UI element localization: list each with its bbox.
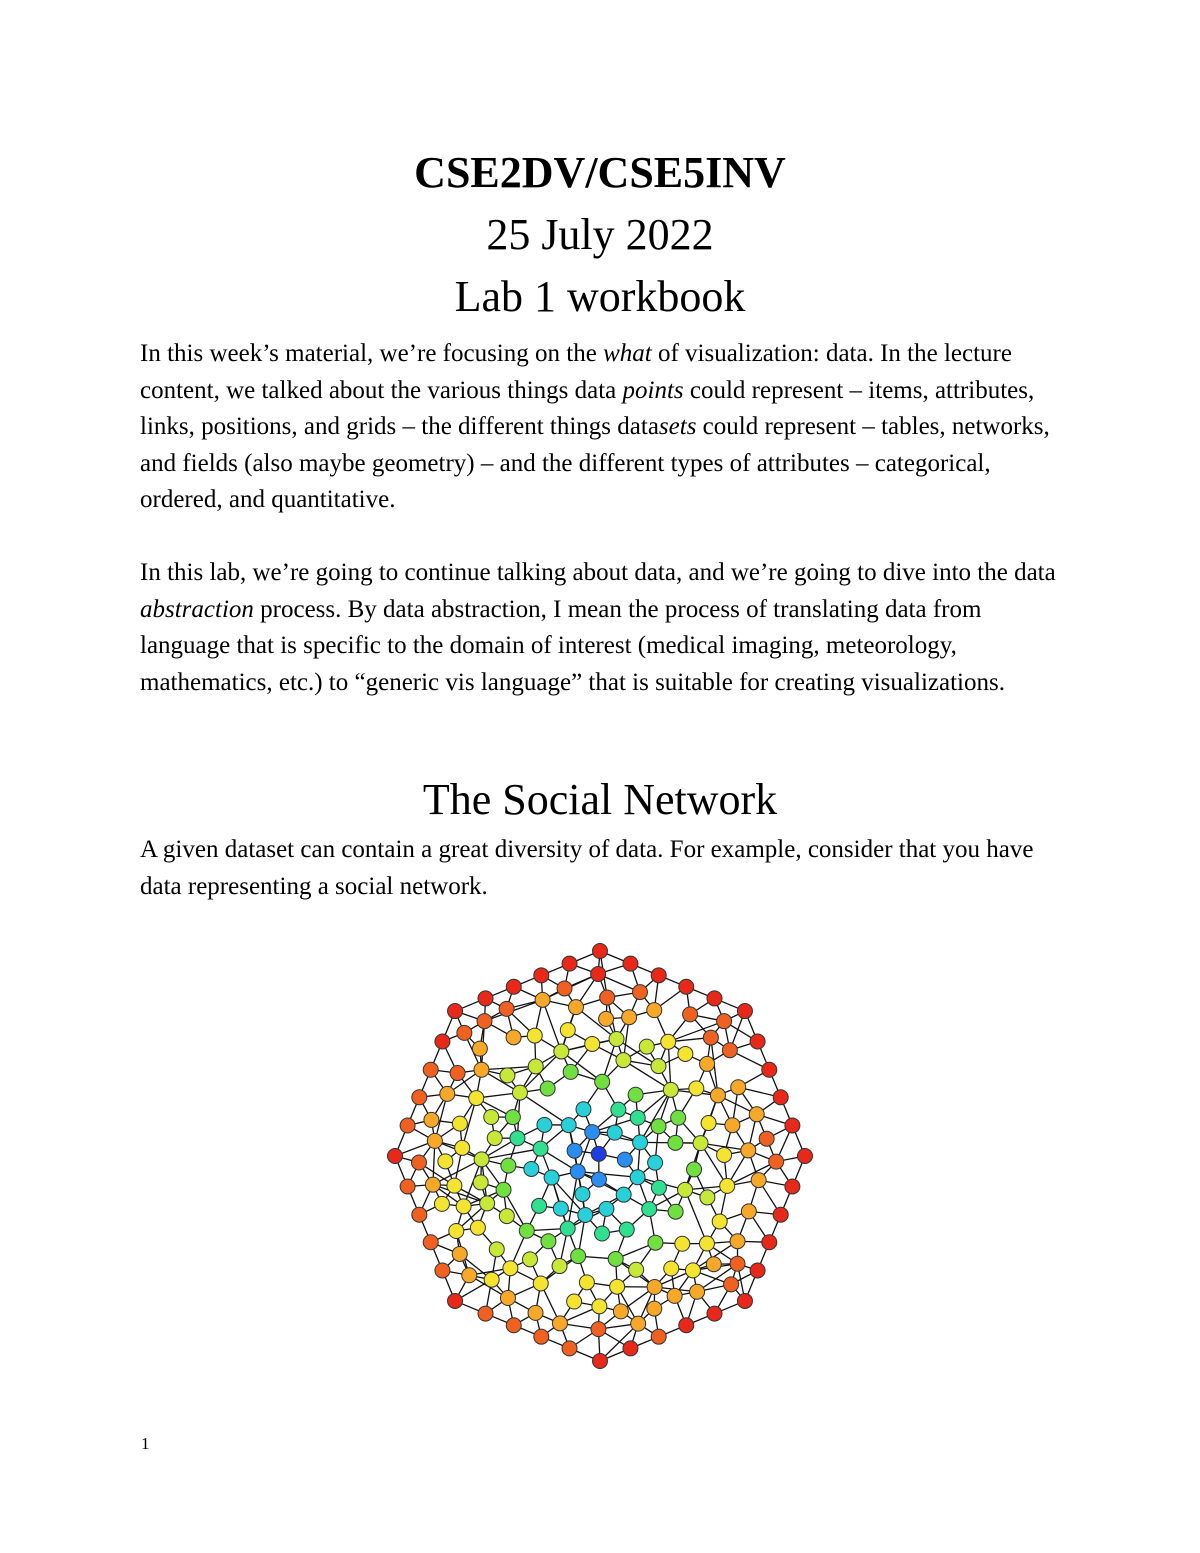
graph-node <box>500 1291 515 1306</box>
graph-node <box>661 1034 676 1049</box>
graph-node <box>579 1275 594 1290</box>
graph-node <box>693 1136 708 1151</box>
graph-node <box>519 1223 534 1238</box>
graph-node <box>592 1299 607 1314</box>
graph-node <box>554 1044 569 1059</box>
graph-edge <box>543 1000 562 1052</box>
graph-node <box>412 1207 427 1222</box>
text-run: of visualization: data. In the lecture content, we talked about the various things data <box>140 340 1012 404</box>
graph-node <box>452 1116 467 1131</box>
graph-node <box>623 1341 638 1356</box>
graph-node <box>578 1207 593 1222</box>
graph-node <box>712 1214 727 1229</box>
graph-node <box>457 1025 472 1040</box>
graph-node <box>668 1204 683 1219</box>
graph-node <box>613 1304 628 1319</box>
graph-node <box>707 991 722 1006</box>
graph-node <box>567 1143 582 1158</box>
graph-node <box>675 1236 690 1251</box>
graph-node <box>474 1062 489 1077</box>
graph-node <box>717 1147 732 1162</box>
document-date: 25 July 2022 <box>486 210 714 259</box>
graph-node <box>593 944 608 959</box>
graph-node <box>400 1118 415 1133</box>
graph-node <box>717 1014 732 1029</box>
graph-node <box>724 1277 739 1292</box>
graph-node <box>501 1158 516 1173</box>
graph-node <box>667 1288 682 1303</box>
graph-node <box>560 1221 575 1236</box>
graph-node <box>534 1329 549 1344</box>
graph-node <box>647 1003 662 1018</box>
page-number: 1 <box>141 1434 150 1453</box>
graph-node <box>388 1149 403 1164</box>
graph-node <box>552 1259 567 1274</box>
graph-node <box>785 1118 800 1133</box>
graph-node <box>544 1170 559 1185</box>
graph-node <box>610 1279 625 1294</box>
graph-node <box>438 1154 453 1169</box>
graph-node <box>710 1088 725 1103</box>
graph-node <box>599 1201 614 1216</box>
graph-node <box>749 1107 764 1122</box>
graph-node <box>629 1262 644 1277</box>
graph-node <box>648 1155 663 1170</box>
text-run: could represent – items, attributes, links, positions, and grids – the different things data <box>140 376 1035 441</box>
graph-node <box>423 1235 438 1250</box>
graph-node <box>608 1251 623 1266</box>
graph-node <box>630 1110 645 1125</box>
emphasis-abstraction: abstraction <box>140 595 254 623</box>
graph-node <box>648 1235 663 1250</box>
graph-node <box>562 956 577 971</box>
graph-node <box>699 1236 714 1251</box>
graph-node <box>703 1030 718 1045</box>
graph-node <box>595 1074 610 1089</box>
graph-node <box>435 1263 450 1278</box>
graph-node <box>737 1004 752 1019</box>
text-run: process. By data abstraction, I mean the process of translating data from language that is specific to the domain of interest (medical imaging, meteorology, mathematics, etc.) to “generic vis language” that is suitable for creating visualizations. <box>140 595 1005 696</box>
graph-node <box>750 1263 765 1278</box>
intro-paragraph-2 <box>140 555 1070 701</box>
graph-node <box>575 1187 590 1202</box>
emphasis-what: what <box>603 340 652 367</box>
graph-node <box>700 1190 715 1205</box>
graph-node <box>585 1036 600 1051</box>
graph-node <box>773 1090 788 1105</box>
graph-node <box>707 1306 722 1321</box>
graph-node <box>506 1030 521 1045</box>
graph-node <box>412 1090 427 1105</box>
graph-node <box>599 1011 614 1026</box>
graph-node <box>730 1234 745 1249</box>
graph-node <box>731 1080 746 1095</box>
graph-node <box>448 1293 463 1308</box>
graph-node <box>591 1322 606 1337</box>
graph-node <box>561 1118 576 1133</box>
graph-node <box>496 1182 511 1197</box>
graph-node <box>474 1152 489 1167</box>
graph-node <box>769 1154 784 1169</box>
graph-node <box>512 1085 527 1100</box>
graph-node <box>540 1081 555 1096</box>
graph-node <box>730 1256 745 1271</box>
graph-node <box>500 1068 515 1083</box>
graph-node <box>567 1294 582 1309</box>
graph-node <box>663 1082 678 1097</box>
graph-node <box>499 1209 514 1224</box>
graph-node <box>690 1284 705 1299</box>
graph-node <box>571 1249 586 1264</box>
graph-node <box>470 1220 485 1235</box>
graph-node <box>469 1091 484 1106</box>
graph-node <box>683 1007 698 1022</box>
course-code: CSE2DV/CSE5INV <box>414 148 786 197</box>
graph-node <box>478 991 493 1006</box>
graph-node <box>400 1179 415 1194</box>
graph-node <box>651 1329 666 1344</box>
graph-node <box>447 1178 462 1193</box>
graph-nodes <box>388 944 813 1369</box>
graph-node <box>737 1293 752 1308</box>
graph-node <box>562 1341 577 1356</box>
graph-node <box>609 1032 624 1047</box>
graph-node <box>622 1010 637 1025</box>
graph-node <box>480 1196 495 1211</box>
graph-node <box>591 1172 606 1187</box>
graph-node <box>647 1279 662 1294</box>
graph-node <box>651 1059 666 1074</box>
graph-node <box>487 1131 502 1146</box>
graph-node <box>725 1118 740 1133</box>
graph-node <box>455 1140 470 1155</box>
graph-node <box>701 1116 716 1131</box>
graph-node <box>591 966 606 981</box>
graph-node <box>506 979 521 994</box>
graph-node <box>450 1066 465 1081</box>
graph-node <box>607 1125 622 1140</box>
text-run: could represent – tables, networks, and fields (also maybe geometry) – and the different types of attributes – categorical, ordered, and quantitative. <box>140 413 1050 514</box>
title-block <box>0 142 1200 328</box>
emphasis-points: points <box>622 376 684 404</box>
graph-node <box>570 1164 585 1179</box>
graph-node <box>440 1086 455 1101</box>
graph-node <box>639 1039 654 1054</box>
graph-node <box>576 1102 591 1117</box>
emphasis-sets: sets <box>658 413 697 441</box>
graph-node <box>541 1234 556 1249</box>
graph-node <box>456 1199 471 1214</box>
graph-node <box>785 1179 800 1194</box>
text-run: In this week’s material, we’re focusing on the <box>140 340 604 367</box>
graph-node <box>751 1173 766 1188</box>
graph-node <box>762 1062 777 1077</box>
graph-node <box>553 1201 568 1216</box>
graph-node <box>668 1135 683 1150</box>
graph-node <box>617 1152 632 1167</box>
graph-node <box>524 1161 539 1176</box>
social-network-graph-figure <box>380 936 820 1376</box>
graph-node <box>741 1204 756 1219</box>
graph-node <box>664 1261 679 1276</box>
graph-node <box>722 1043 737 1058</box>
graph-node <box>679 1318 694 1333</box>
graph-node <box>568 1000 583 1015</box>
graph-node <box>499 1001 514 1016</box>
graph-node <box>411 1155 426 1170</box>
graph-node <box>452 1246 467 1261</box>
graph-node <box>720 1178 735 1193</box>
graph-node <box>759 1131 774 1146</box>
graph-node <box>595 1226 610 1241</box>
graph-node <box>741 1143 756 1158</box>
graph-node <box>534 968 549 983</box>
graph-node <box>510 1131 525 1146</box>
graph-node <box>427 1133 442 1148</box>
graph-edge <box>568 1172 578 1229</box>
graph-node <box>528 1059 543 1074</box>
graph-node <box>523 1252 538 1267</box>
graph-node <box>535 992 550 1007</box>
graph-node <box>563 1064 578 1079</box>
graph-node <box>449 1223 464 1238</box>
graph-node <box>552 1316 567 1331</box>
graph-node <box>679 979 694 994</box>
graph-node <box>473 1175 488 1190</box>
section-heading: The Social Network <box>422 775 778 824</box>
graph-node <box>632 985 647 1000</box>
graph-node <box>585 1125 600 1140</box>
graph-node <box>798 1149 813 1164</box>
graph-node <box>434 1196 449 1211</box>
graph-node <box>484 1110 499 1125</box>
graph-node <box>527 1028 542 1043</box>
graph-node <box>506 1318 521 1333</box>
graph-node <box>611 1102 626 1117</box>
graph-node <box>671 1110 686 1125</box>
graph-node <box>472 1041 487 1056</box>
graph-node <box>762 1235 777 1250</box>
graph-node <box>424 1112 439 1127</box>
graph-node <box>532 1198 547 1213</box>
graph-node <box>773 1207 788 1222</box>
lab-title: Lab 1 workbook <box>454 272 746 321</box>
graph-node <box>619 1222 634 1237</box>
text-run: In this lab, we’re going to continue talking about data, and we’re going to dive into the data <box>140 559 1056 586</box>
section-paragraph: A given dataset can contain a great diversity of data. For example, consider that you have data representing a social network. <box>140 836 1034 900</box>
graph-node <box>651 968 666 983</box>
graph-node <box>591 1146 606 1161</box>
graph-node <box>435 1034 450 1049</box>
graph-node <box>631 1316 646 1331</box>
graph-node <box>678 1046 693 1061</box>
graph-node <box>633 1135 648 1150</box>
graph-node <box>700 1056 715 1071</box>
intro-paragraph-1 <box>140 336 1070 519</box>
graph-node <box>642 1202 657 1217</box>
graph-node <box>616 1053 631 1068</box>
graph-node <box>533 1276 548 1291</box>
graph-node <box>630 1170 645 1185</box>
graph-node <box>647 1301 662 1316</box>
graph-node <box>623 956 638 971</box>
graph-node <box>560 1023 575 1038</box>
graph-node <box>557 981 572 996</box>
graph-node <box>505 1110 520 1125</box>
graph-node <box>423 1062 438 1077</box>
graph-node <box>537 1117 552 1132</box>
graph-node <box>689 1081 704 1096</box>
graph-node <box>628 1087 643 1102</box>
graph-node <box>462 1268 477 1283</box>
graph-node <box>706 1257 721 1272</box>
graph-node <box>651 1180 666 1195</box>
graph-node <box>593 1354 608 1369</box>
graph-node <box>528 1305 543 1320</box>
graph-node <box>533 1141 548 1156</box>
graph-node <box>750 1034 765 1049</box>
graph-node <box>678 1182 693 1197</box>
graph-node <box>687 1162 702 1177</box>
graph-node <box>600 990 615 1005</box>
graph-node <box>685 1263 700 1278</box>
graph-node <box>484 1272 499 1287</box>
graph-node <box>489 1242 504 1257</box>
graph-node <box>478 1306 493 1321</box>
graph-node <box>425 1177 440 1192</box>
graph-node <box>448 1004 463 1019</box>
graph-node <box>503 1261 518 1276</box>
graph-node <box>616 1187 631 1202</box>
graph-node <box>477 1014 492 1029</box>
graph-node <box>651 1119 666 1134</box>
